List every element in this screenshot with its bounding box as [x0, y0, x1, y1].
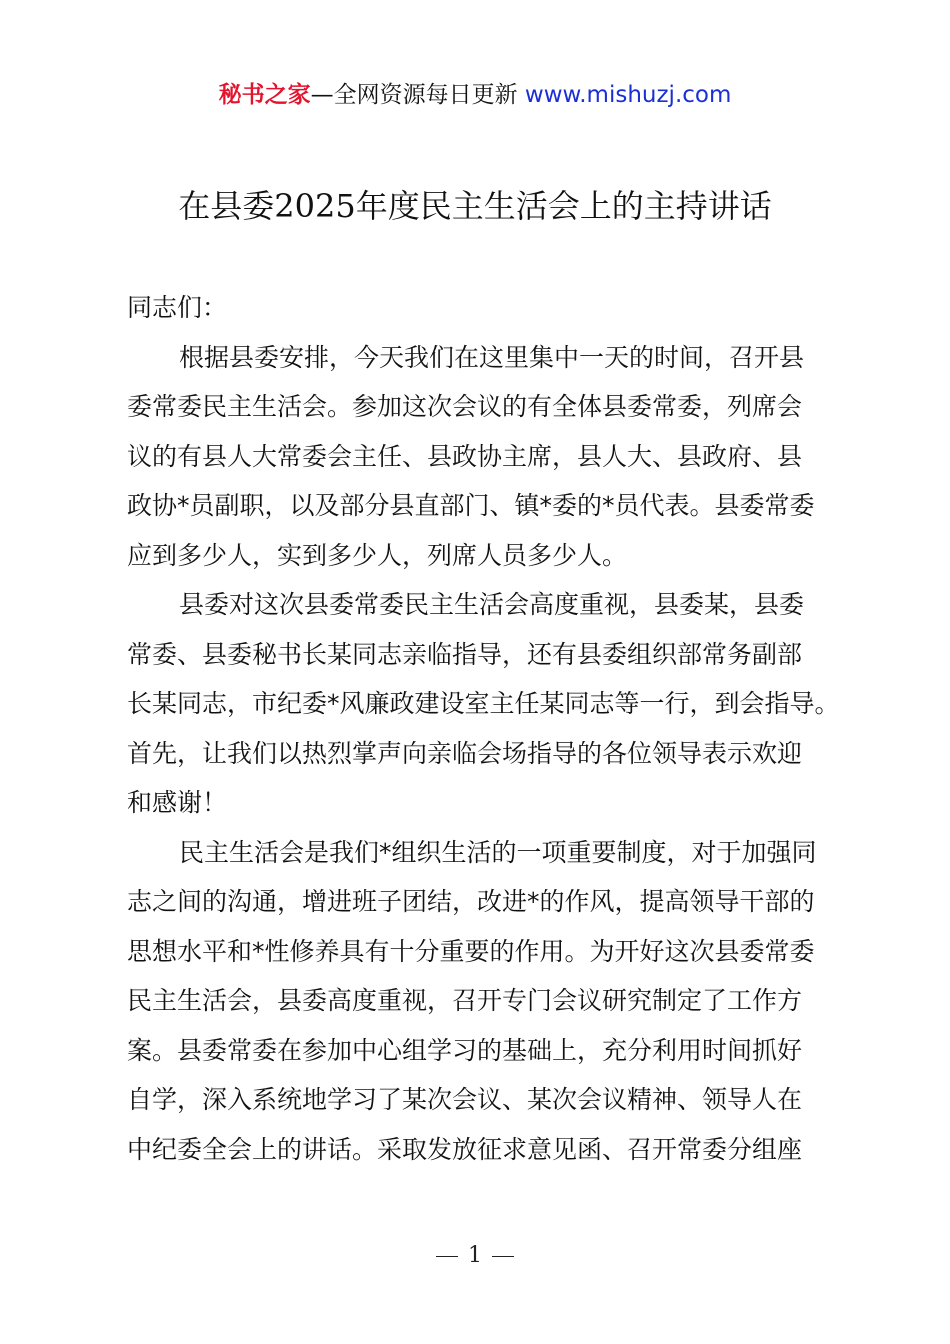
site-tagline: —全网资源每日更新 [310, 82, 518, 108]
paragraph-line: 案。县委常委在参加中心组学习的基础上，充分利用时间抓好 [127, 1035, 803, 1065]
site-header [0, 78, 950, 112]
paragraph-line: 应到多少人，实到多少人，列席人员多少人。 [127, 540, 628, 570]
paragraph-3 [127, 828, 832, 1175]
paragraph-line: 长某同志，市纪委*风廉政建设室主任某同志等一行，到会指导。 [127, 689, 840, 718]
paragraph-line: 县委对这次县委常委民主生活会高度重视，县委某，县委 [179, 590, 805, 619]
paragraph-line: 议的有县人大常委会主任、县政协主席，县人大、县政府、县 [127, 441, 803, 471]
paragraph-line: 中纪委全会上的讲话。采取发放征求意见函、召开常委分组座 [127, 1134, 803, 1164]
paragraph-1 [127, 333, 832, 581]
document-title: 在县委2025年度民主生活会上的主持讲话 [178, 187, 772, 225]
dash-left-icon [436, 1256, 458, 1257]
dash-right-icon [492, 1256, 514, 1257]
paragraph-line: 委常委民主生活会。参加这次会议的有全体县委常委，列席会 [127, 392, 803, 421]
paragraph-line: 首先，让我们以热烈掌声向亲临会场指导的各位领导表示欢迎 [127, 738, 803, 768]
paragraph-line: 根据县委安排，今天我们在这里集中一天的时间，召开县 [179, 342, 805, 372]
paragraph-line: 民主生活会，县委高度重视，召开专门会议研究制定了工作方 [127, 986, 803, 1015]
salutation: 同志们： [127, 293, 228, 322]
paragraph-line: 和感谢！ [127, 788, 228, 817]
site-brand: 秘书之家 [218, 82, 311, 108]
paragraph-line: 志之间的沟通，增进班子团结，改进*的作风，提高领导干部的 [127, 887, 815, 916]
paragraph-line: 自学，深入系统地学习了某次会议、某次会议精神、领导人在 [127, 1085, 803, 1114]
document-body [127, 283, 840, 1174]
paragraph-line: 政协*员副职，以及部分县直部门、镇*委的*员代表。县委常委 [127, 491, 815, 520]
paragraph-line: 思想水平和*性修养具有十分重要的作用。为开好这次县委常委 [127, 936, 815, 966]
paragraph-2 [127, 580, 840, 828]
paragraph-line: 常委、县委秘书长某同志亲临指导，还有县委组织部常务副部 [127, 639, 803, 669]
page-number-footer [0, 1242, 950, 1270]
page-number: 1 [468, 1243, 482, 1268]
paragraph-line: 民主生活会是我们*组织生活的一项重要制度，对于加强同 [179, 837, 817, 867]
site-url-link[interactable]: www.mishuzj.com [524, 82, 732, 108]
